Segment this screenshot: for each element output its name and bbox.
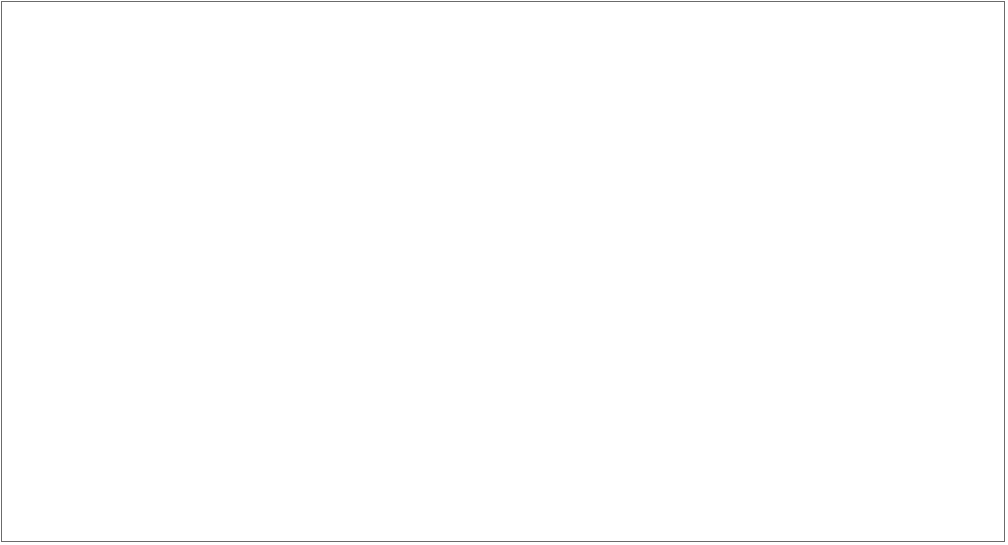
figure-frame <box>1 1 1005 542</box>
